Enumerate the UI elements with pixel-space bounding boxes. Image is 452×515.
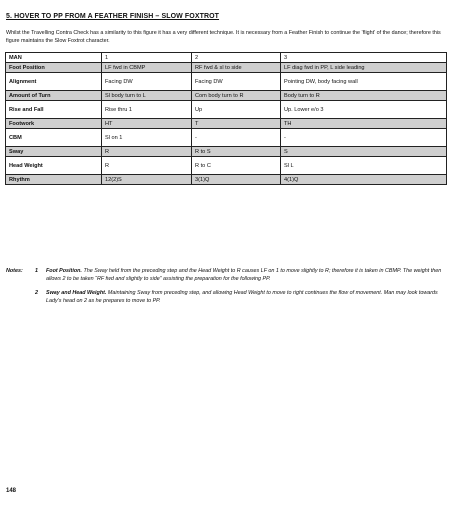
table-cell: Up. Lower e/o 3	[281, 101, 447, 119]
table-row	[6, 147, 447, 157]
row-label: Head Weight	[6, 157, 102, 175]
table-header-cell: MAN	[6, 53, 102, 63]
table-cell: T	[192, 119, 281, 129]
note-number: 2	[35, 290, 38, 296]
table-cell: R	[102, 157, 192, 175]
table-row	[6, 129, 447, 147]
table-cell: 4(1)Q	[281, 175, 447, 185]
row-label: Sway	[6, 147, 102, 157]
page-number: 148	[6, 488, 17, 494]
row-label: Rhythm	[6, 175, 102, 185]
row-label: CBM	[6, 129, 102, 147]
table-header-row	[6, 53, 447, 63]
table-row	[6, 73, 447, 91]
table-cell: Rise thru 1	[102, 101, 192, 119]
note-text: Maintaining Sway from preceding step, and allowing Head Weight to move to right continues the flow of movement. Man may look towards Lady’s head on 2 as he prepares to move to PP.	[46, 290, 438, 304]
step-chart-table	[5, 52, 447, 185]
note-heading: Foot Position.	[46, 268, 82, 274]
table-cell: R	[102, 147, 192, 157]
notes-label: Notes:	[6, 268, 23, 274]
table-cell: S	[281, 147, 447, 157]
table-cell: Sl body turn to L	[102, 91, 192, 101]
table-cell: Sl L	[281, 157, 447, 175]
table-cell: LF fwd in CBMP	[102, 63, 192, 73]
table-cell: -	[281, 129, 447, 147]
notes-section	[6, 268, 448, 312]
figure-title: 5. HOVER TO PP FROM A FEATHER FINISH – SLOW FOXTROT	[6, 13, 220, 20]
table-cell: Com body turn to R	[192, 91, 281, 101]
table-cell: 3(1)Q	[192, 175, 281, 185]
table-cell: R to S	[192, 147, 281, 157]
row-label: Alignment	[6, 73, 102, 91]
note-item	[6, 290, 448, 305]
table-cell: R to C	[192, 157, 281, 175]
table-cell: Facing DW	[192, 73, 281, 91]
note-heading: Sway and Head Weight.	[46, 290, 107, 296]
table-row	[6, 91, 447, 101]
table-row	[6, 157, 447, 175]
table-cell: HT	[102, 119, 192, 129]
row-label: Amount of Turn	[6, 91, 102, 101]
table-header-cell: 3	[281, 53, 447, 63]
table-cell: TH	[281, 119, 447, 129]
table-header-cell: 1	[102, 53, 192, 63]
note-body	[46, 290, 448, 305]
table-cell: LF diag fwd in PP, L side leading	[281, 63, 447, 73]
table-row	[6, 175, 447, 185]
table-cell: -	[192, 129, 281, 147]
table-row	[6, 101, 447, 119]
table-cell: Pointing DW, body facing wall	[281, 73, 447, 91]
note-text: The Sway held from the preceding step and the Head Weight to R causes LF on 1 to move slightly to R; therefore it is taken in CBMP. The weight then allows 2 to be taken “RF fwd and slightly to side” assisting the preparation for the following PP.	[46, 268, 442, 282]
row-label: Footwork	[6, 119, 102, 129]
note-item	[6, 268, 448, 283]
note-body	[46, 268, 448, 283]
table-cell: Sl on 1	[102, 129, 192, 147]
intro-paragraph: Whilst the Travelling Contra Check has a similarity to this figure it has a very different technique. It is necessary from a Feather Finish to continue the ‘flight’ of the dance; therefore this figure maintains the Slow Foxtrot character.	[6, 30, 441, 44]
table-row	[6, 63, 447, 73]
table-row	[6, 119, 447, 129]
table-cell: Facing DW	[102, 73, 192, 91]
table-cell: Body turn to R	[281, 91, 447, 101]
row-label: Foot Position	[6, 63, 102, 73]
table-cell: Up	[192, 101, 281, 119]
note-number: 1	[35, 268, 38, 274]
table-cell: RF fwd & sl to side	[192, 63, 281, 73]
row-label: Rise and Fall	[6, 101, 102, 119]
table-cell: 12(2)S	[102, 175, 192, 185]
table-header-cell: 2	[192, 53, 281, 63]
